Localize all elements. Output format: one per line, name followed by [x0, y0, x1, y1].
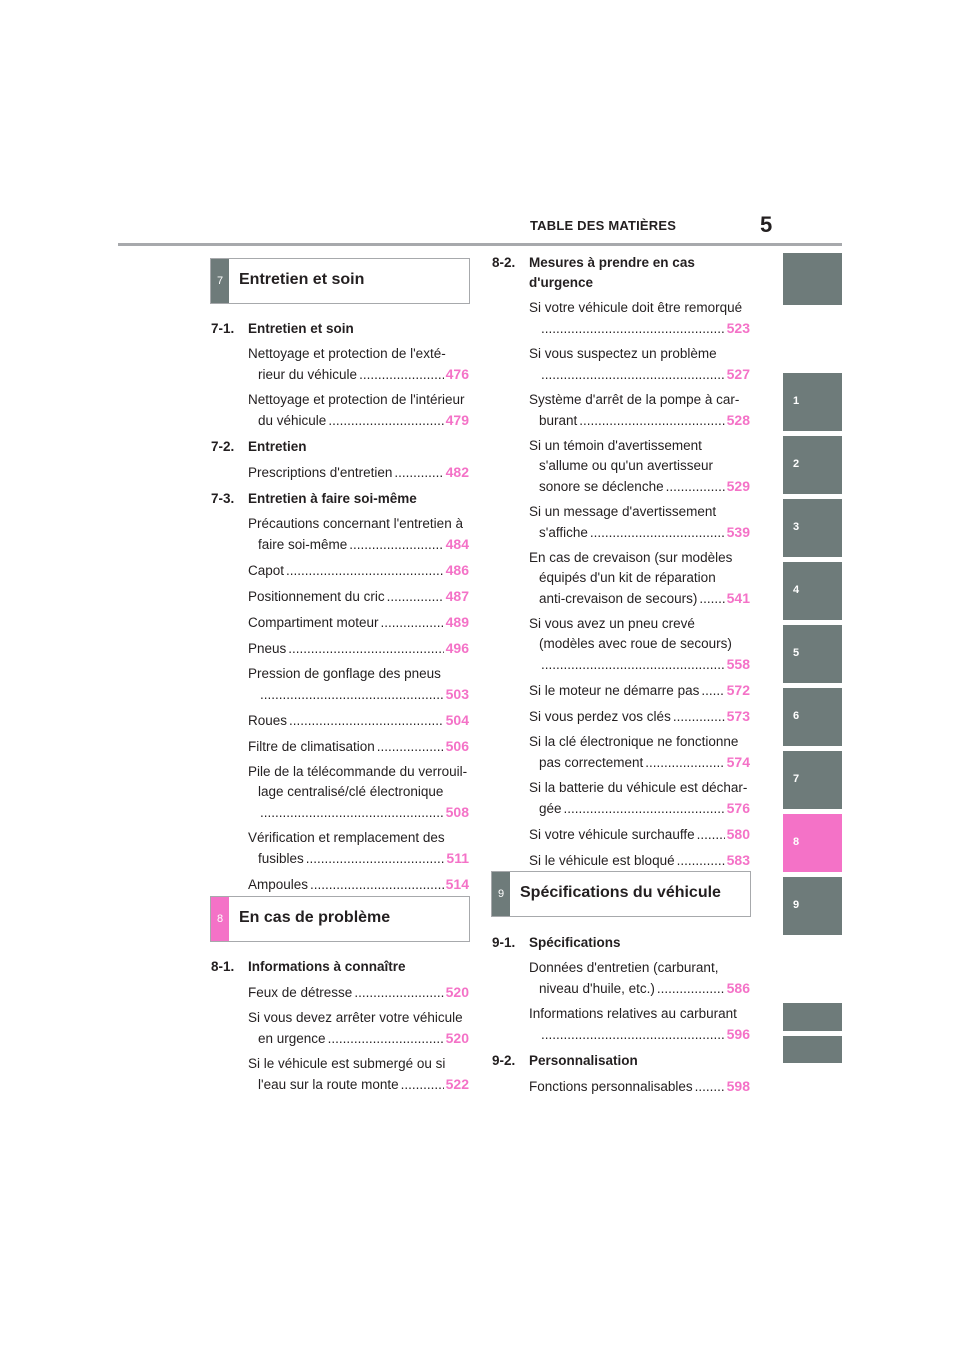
toc-group-heading — [211, 489, 469, 509]
dot-leader — [306, 849, 445, 869]
toc-entry[interactable] — [248, 638, 469, 659]
group-title: Entretien et soin — [248, 321, 354, 336]
entry-text: Nettoyage et protection de l'exté- — [248, 346, 446, 361]
entry-text: Précautions concernant l'entretien à — [248, 516, 463, 531]
toc-entry[interactable] — [529, 824, 750, 845]
section-header-9 — [491, 871, 751, 917]
page-link[interactable]: 596 — [726, 1026, 750, 1042]
dot-leader — [699, 589, 724, 609]
entry-text: Capot — [248, 563, 285, 578]
page-link[interactable]: 574 — [726, 754, 750, 770]
entry-text: Si un message d'avertissement — [529, 504, 717, 519]
dot-leader — [260, 803, 444, 823]
toc-group-heading — [211, 319, 469, 339]
section-title: En cas de problème — [239, 909, 391, 926]
page-link[interactable]: 520 — [445, 1030, 469, 1046]
chapter-tab-2[interactable] — [783, 436, 842, 494]
dot-leader — [541, 655, 725, 675]
toc-group-heading — [492, 1051, 750, 1071]
entry-text: Prescriptions d'entretien — [248, 465, 393, 480]
chapter-tab-blank[interactable] — [783, 1003, 842, 1031]
toc-block-7 — [211, 313, 469, 895]
page-link[interactable]: 514 — [445, 876, 469, 892]
group-title: Entretien — [248, 439, 307, 454]
page-link[interactable]: 572 — [726, 682, 750, 698]
page-link[interactable]: 482 — [445, 464, 469, 480]
entry-text: Ampoules — [248, 877, 309, 892]
toc-entry[interactable] — [248, 762, 469, 823]
group-title: Spécifications — [529, 935, 621, 950]
section-header-8 — [210, 896, 470, 942]
toc-entry[interactable] — [529, 614, 750, 675]
entry-text: Données d'entretien (carburant, — [529, 960, 719, 975]
chapter-tab-label: 5 — [793, 647, 800, 659]
dot-leader — [701, 681, 724, 701]
dot-leader — [541, 319, 725, 339]
page-link[interactable]: 558 — [726, 656, 750, 672]
entry-text: équipés d'un kit de réparation — [539, 570, 716, 585]
dot-leader — [328, 1029, 444, 1049]
dot-leader — [381, 613, 444, 633]
section-title: Spécifications du véhicule — [520, 884, 721, 901]
entry-text: Si un témoin d'avertissement — [529, 438, 702, 453]
page-link[interactable]: 487 — [445, 588, 469, 604]
section-header-7 — [210, 258, 470, 304]
dot-leader — [673, 707, 725, 727]
group-number: 7-3. — [211, 491, 235, 506]
entry-text: Si vous devez arrêter votre véhicule — [248, 1010, 463, 1025]
entry-text: Si la clé électronique ne fonctionne — [529, 734, 739, 749]
toc-block-8-2 — [492, 247, 750, 871]
entry-text: Si vous suspectez un problème — [529, 346, 717, 361]
entry-text: rieur du véhicule — [258, 367, 358, 382]
chapter-tab-label: 2 — [793, 458, 800, 470]
entry-text: Feux de détresse — [248, 985, 353, 1000]
toc-entry[interactable] — [248, 390, 469, 431]
toc-entry[interactable] — [529, 390, 750, 431]
entry-text: Si votre véhicule surchauffe — [529, 827, 695, 842]
group-number: 7-2. — [211, 439, 235, 454]
toc-entry[interactable] — [529, 436, 750, 497]
section-number: 9 — [492, 872, 510, 916]
toc-group-heading — [211, 957, 469, 977]
chapter-tab-label: 9 — [793, 899, 800, 911]
dot-leader — [349, 535, 443, 555]
page-link[interactable]: 479 — [445, 412, 469, 428]
page-link[interactable]: 506 — [445, 738, 469, 754]
entry-text: du véhicule — [258, 413, 327, 428]
toc-entry[interactable] — [248, 710, 469, 731]
group-number: 9-2. — [492, 1053, 516, 1068]
chapter-tab-label: 4 — [793, 584, 800, 596]
page-link[interactable]: 583 — [726, 852, 750, 868]
toc-entry[interactable] — [529, 958, 750, 999]
page-link[interactable]: 504 — [445, 712, 469, 728]
page-link[interactable]: 576 — [726, 800, 750, 816]
dot-leader — [288, 639, 443, 659]
page-link[interactable]: 511 — [446, 850, 469, 866]
toc-entry[interactable] — [248, 1054, 469, 1095]
chapter-tab-6[interactable] — [783, 688, 842, 746]
dot-leader — [666, 477, 725, 497]
chapter-tab-8[interactable] — [783, 814, 842, 872]
group-title: Personnalisation — [529, 1053, 638, 1068]
dot-leader — [377, 737, 444, 757]
entry-text: En cas de crevaison (sur modèles — [529, 550, 733, 565]
entry-text: Pression de gonflage des pneus — [248, 666, 441, 681]
page-link[interactable]: 529 — [726, 478, 750, 494]
chapter-tab-1[interactable] — [783, 373, 842, 431]
dot-leader — [579, 411, 724, 431]
toc-entry[interactable] — [529, 850, 750, 871]
page-link[interactable]: 586 — [726, 980, 750, 996]
entry-text: (modèles avec roue de secours) — [539, 636, 732, 651]
toc-entry[interactable] — [248, 560, 469, 581]
toc-entry[interactable] — [529, 732, 750, 773]
entry-text: Pile de la télécommande du verrouil- — [248, 764, 468, 779]
toc-block-9 — [492, 927, 750, 1097]
toc-entry[interactable] — [248, 612, 469, 633]
entry-text: niveau d'huile, etc.) — [539, 981, 655, 996]
entry-text: s'affiche — [539, 525, 588, 540]
dot-leader — [645, 753, 724, 773]
dot-leader — [387, 587, 444, 607]
dot-leader — [260, 685, 444, 705]
page-link[interactable]: 598 — [726, 1078, 750, 1094]
entry-text: Si vous avez un pneu crevé — [529, 616, 695, 631]
group-title: Informations à connaître — [248, 959, 406, 974]
page-number: 5 — [760, 212, 773, 237]
group-number: 9-1. — [492, 935, 516, 950]
page-link[interactable]: 523 — [726, 320, 750, 336]
toc-entry[interactable] — [248, 1008, 469, 1049]
dot-leader — [657, 979, 725, 999]
dot-leader — [695, 1077, 725, 1097]
dot-leader — [564, 799, 725, 819]
toc-group-heading — [492, 253, 750, 293]
toc-entry[interactable] — [248, 982, 469, 1003]
dot-leader — [328, 411, 443, 431]
page-link[interactable]: 489 — [445, 614, 469, 630]
chapter-tab-label: 6 — [793, 710, 800, 722]
chapter-tab-3[interactable] — [783, 499, 842, 557]
page-link[interactable]: 503 — [445, 686, 469, 702]
entry-text: sonore se déclenche — [539, 479, 664, 494]
entry-text: Si le moteur ne démarre pas — [529, 683, 700, 698]
chapter-tab-4[interactable] — [783, 562, 842, 620]
toc-entry[interactable] — [529, 548, 750, 609]
dot-leader — [541, 365, 725, 385]
running-header-title: TABLE DES MATIÈRES — [530, 218, 677, 233]
entry-text: Nettoyage et protection de l'intérieur — [248, 392, 465, 407]
group-title: Entretien à faire soi-même — [248, 491, 417, 506]
dot-leader — [590, 523, 725, 543]
group-number: 7-1. — [211, 321, 235, 336]
toc-group-heading — [492, 933, 750, 953]
page-link[interactable]: 528 — [726, 412, 750, 428]
dot-leader — [541, 1025, 725, 1045]
entry-text: Si le véhicule est submergé ou si — [248, 1056, 446, 1071]
chapter-tab-7[interactable] — [783, 751, 842, 809]
dot-leader — [359, 365, 444, 385]
toc-entry[interactable] — [529, 778, 750, 819]
chapter-tab-9[interactable] — [783, 877, 842, 935]
dot-leader — [677, 851, 725, 871]
page-link[interactable]: 527 — [726, 366, 750, 382]
toc-entry[interactable] — [248, 586, 469, 607]
dot-leader — [289, 711, 444, 731]
page-link[interactable]: 522 — [445, 1076, 469, 1092]
toc-entry[interactable] — [529, 344, 750, 385]
entry-text: l'eau sur la route monte — [258, 1077, 399, 1092]
entry-text: faire soi-même — [258, 537, 348, 552]
toc-entry[interactable] — [529, 706, 750, 727]
entry-text: anti-crevaison de secours) — [539, 591, 698, 606]
dot-leader — [310, 875, 444, 895]
page-link[interactable]: 580 — [726, 826, 750, 842]
header-rule — [118, 243, 842, 246]
toc-entry[interactable] — [529, 680, 750, 701]
group-number: 8-1. — [211, 959, 235, 974]
page-link[interactable]: 496 — [445, 640, 469, 656]
section-title: Entretien et soin — [239, 271, 365, 288]
chapter-tab-5[interactable] — [783, 625, 842, 683]
entry-text: Si vous perdez vos clés — [529, 709, 671, 724]
toc-entry[interactable] — [529, 298, 750, 339]
dot-leader — [401, 1075, 444, 1095]
toc-block-8-1 — [211, 951, 469, 1095]
dot-leader — [354, 983, 443, 1003]
entry-text: gée — [539, 801, 562, 816]
entry-text: Compartiment moteur — [248, 615, 379, 630]
toc-entry[interactable] — [248, 344, 469, 385]
entry-text: Si votre véhicule doit être remorqué — [529, 300, 743, 315]
section-number: 8 — [211, 897, 229, 941]
page-link[interactable]: 486 — [445, 562, 469, 578]
chapter-tab-label: 7 — [793, 773, 800, 785]
entry-text: Si la batterie du véhicule est déchar- — [529, 780, 748, 795]
page-link[interactable]: 541 — [726, 590, 750, 606]
page-link[interactable]: 520 — [445, 984, 469, 1000]
entry-text: pas correctement — [539, 755, 644, 770]
entry-text: burant — [539, 413, 578, 428]
toc-entry[interactable] — [529, 1004, 750, 1045]
entry-text: Fonctions personnalisables — [529, 1079, 693, 1094]
entry-text: Positionnement du cric — [248, 589, 385, 604]
chapter-tab-blank[interactable] — [783, 1036, 842, 1063]
chapter-tab-blank[interactable] — [783, 253, 842, 305]
toc-entry[interactable] — [248, 874, 469, 895]
dot-leader — [697, 825, 725, 845]
chapter-tab-label: 3 — [793, 521, 800, 533]
page-link[interactable]: 484 — [445, 536, 469, 552]
entry-text: fusibles — [258, 851, 304, 866]
chapter-tab-label: 1 — [793, 395, 800, 407]
page-link[interactable]: 508 — [445, 804, 469, 820]
dot-leader — [286, 561, 444, 581]
chapter-tab-label: 8 — [793, 836, 800, 848]
entry-text: Filtre de climatisation — [248, 739, 375, 754]
toc-entry[interactable] — [248, 514, 469, 555]
page-link[interactable]: 476 — [445, 366, 469, 382]
entry-text: Pneus — [248, 641, 287, 656]
entry-text: lage centralisé/clé électronique — [258, 784, 444, 799]
toc-entry[interactable] — [248, 828, 469, 869]
group-number: 8-2. — [492, 255, 516, 270]
page-link[interactable]: 573 — [726, 708, 750, 724]
group-title: Mesures à prendre en cas d'urgence — [529, 255, 695, 290]
entry-text: s'allume ou qu'un avertisseur — [539, 458, 713, 473]
toc-group-heading — [211, 437, 469, 457]
entry-text: en urgence — [258, 1031, 326, 1046]
entry-text: Vérification et remplacement des — [248, 830, 445, 845]
page-link[interactable]: 539 — [726, 524, 750, 540]
entry-text: Informations relatives au carburant — [529, 1006, 737, 1021]
toc-entry[interactable] — [248, 462, 469, 483]
entry-text: Si le véhicule est bloqué — [529, 853, 675, 868]
toc-entry[interactable] — [248, 664, 469, 705]
toc-entry[interactable] — [529, 1076, 750, 1097]
entry-text: Roues — [248, 713, 288, 728]
toc-entry[interactable] — [248, 736, 469, 757]
section-number: 7 — [211, 259, 229, 303]
dot-leader — [394, 463, 443, 483]
toc-entry[interactable] — [529, 502, 750, 543]
entry-text: Système d'arrêt de la pompe à car- — [529, 392, 740, 407]
